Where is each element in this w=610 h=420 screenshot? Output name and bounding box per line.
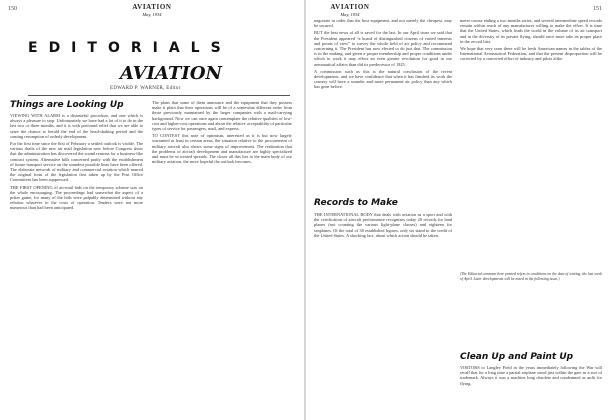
paragraph: A commission such as this is the natural conclusion of the recent developments, and we have confidence that when it has finished its work the country will have a sounder and more permanent air policy than any which has gone before.	[314, 68, 452, 90]
running-head-title: AVIATION	[330, 3, 370, 11]
paragraph: TO CONTEST this note of optimism, interested as it is but now largely warranted at least in certain areas, the situation relative to the procurement of military aircraft also shows some signs of improvement. The realization that the problems of aircraft development and manufacture are highly specialized and must be so treated spreads. The closer all this lies to the main body of our military aviation, the more hopeful the outlook becomes.	[152, 133, 292, 165]
left-column-1	[10, 113, 143, 413]
section-title-things-looking-up: Things are Looking Up	[10, 100, 124, 110]
right-column-2-top	[460, 18, 602, 268]
editorials-heading: EDITORIALS	[28, 40, 232, 56]
section-title-clean-up: Clean Up and Paint Up	[460, 352, 574, 362]
paragraph: VISITORS to Langley Field in the years immediately following the War will recall that for a long time a partial airplane stood just within the gate as a sort of trademark. Always it was a machine long obsolete and condemned as unfit for flying.	[460, 365, 602, 386]
section-title-records-to-make: Records to Make	[314, 198, 398, 208]
footnote-text: (The Editorial comment here printed refers to conditions on the date of writing, the last week of April. Later developments will be noted in the following issue.)	[460, 272, 602, 281]
paragraph: For the first time since the first of February a settled outlook is visible. The various drafts of the new air mail legislation now before Congress show that the administration has discovered the sound reasons for a business-like contract system. Alternative bills concerned partly with the establishment of future transport service on the soundest possible lines have been offered. The elaborate network of military and commercial aviation which marred the original form of the legislation first taken up by the Post Office Committees has been suppressed.	[10, 141, 143, 183]
page-number-left: 150	[8, 6, 17, 12]
right-column-2-bottom	[460, 365, 602, 415]
aviation-logo: AVIATION	[120, 63, 222, 84]
running-head-right	[310, 4, 390, 18]
right-page	[306, 0, 610, 420]
masthead-rule	[28, 95, 290, 96]
paragraph: The plans that some of them announce and the equipment that they possess make it plain that their operations will be of a somewhat different order from those previously maintained by the larger companies with a mail-carrying background. Now we can once again contemplate the relative qualities of low-cost and higher-cost operations and about the relative acceptability of particular types of service for passengers, mail, and express.	[152, 100, 292, 132]
paragraph: THE FIRST OPENING of air-mail bids on the temporary scheme was on the whole encouraging. The proceedings had somewhat the aspect of a poker game, for many of the bids were palpably determined without any relation whatever to the costs of operation. Tenders were not more numerous than had been anticipated.	[10, 184, 143, 211]
running-head-title: AVIATION	[132, 3, 172, 11]
paragraph: We hope that very soon there will be fresh American names in the tables of the International Aeronautical Federation, and that the present disproportion will be corrected by a concerted effort of industry and pilots alike.	[460, 46, 602, 62]
page-number-right: 151	[593, 6, 602, 12]
running-head-date: May, 1934	[142, 12, 162, 17]
running-head-left	[112, 4, 192, 18]
paragraph: meter course ending a two months series, and several intermediate speed records remain within reach of any manufacturer willing to make the effort. It is time that the United States, which leads the world in the volume of its air transport and in the diversity of its private flying, should once more take its proper place in the record lists.	[460, 18, 602, 44]
right-column-1-top	[314, 18, 452, 193]
right-column-1-bottom	[314, 212, 452, 412]
paragraph: VIEWING WITH ALARM is a distasteful procedure, and one which is always a pleasure to stop. Unfortunately we have had a lot of it to do in the last two or three months, and it is with profound relief that we are able to seize the chance to herald the end of the head-shaking period and the coming resumption of orderly development.	[10, 113, 143, 139]
editorial-footnote	[460, 272, 602, 302]
paragraph: THE INTERNATIONAL BODY that deals with aviation as a sport and with the certification of aircraft performance recognizes today 20 records for land planes (not counting the various light-plane classes) and eighteen for seaplanes. Of the total of 38 established figures, only six stand to the credit of the United States. A shocking fact, about which action should be taken.	[314, 212, 452, 238]
left-page	[0, 0, 304, 420]
editor-credit: EDWARD P. WARNER, Editor	[110, 86, 181, 91]
left-column-2	[152, 100, 292, 413]
paragraph: BUT the best news of all is saved for the last. In our April issue we said that the President appeared “a board of distinguished citizens of varied interests and points of view” to survey the whole field of air policy and recommend concerning it. The President has now elected to do just that. The commission is in the making, and given a proper membership and proper conditions under which to work it may effect an even greater revolution for good in our aeronautical affairs than did its predecessor of 1925.	[314, 30, 452, 67]
running-head-date: May, 1934	[340, 12, 360, 17]
paragraph: negotiate in order that the best equipment, and not merely the cheapest, may be secured.	[314, 18, 452, 29]
